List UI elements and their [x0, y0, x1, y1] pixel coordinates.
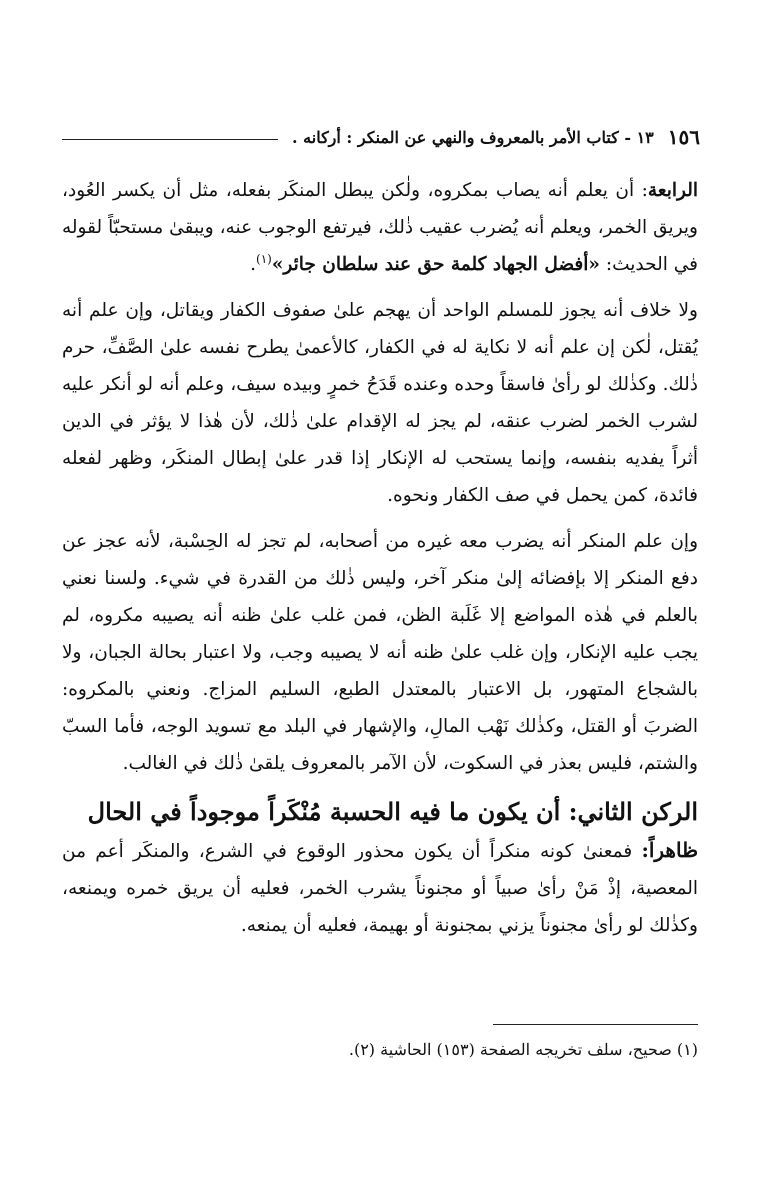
body-text: [62, 172, 698, 944]
paragraph-text: فمعنىٰ كونه منكراً أن يكون محذور الوقوع في الشرع، والمنكَر أعم من المعصية، إذْ مَنْ رأىٰ صبياً أو مجنوناً يشرب الخمر، فعليه أن يريق خمره ويمنعه، وكذٰلك لو رأىٰ مجنوناً يزني بمجنونة أو بهيمة، فعليه أن يمنعه.: [62, 841, 698, 936]
chapter-title: ١٣ - كتاب الأمر بالمعروف والنهي عن المنكر : أركانه .: [292, 127, 654, 147]
paragraph-text: : أن يعلم أنه يصاب بمكروه، ولٰكن يبطل المنكَر بفعله، مثل أن يكسر العُود، ويريق الخمر، ويعلم أنه يُضرب عقيب ذٰلك، فيرتفع الوجوب عنه، ويبقىٰ مستحبّاً لقوله في الحديث:: [62, 180, 698, 275]
paragraph-end: .: [250, 254, 257, 275]
paragraph-lead: ظاهراً:: [641, 838, 698, 862]
paragraph-second-pillar: [62, 832, 698, 944]
section-heading-second-pillar: الركن الثاني: أن يكون ما فيه الحسبة مُنْكَراً موجوداً في الحال: [87, 797, 698, 826]
footnote-rule: [493, 1024, 698, 1025]
spacer: [62, 514, 698, 523]
paragraph-lead: الرابعة: [647, 180, 698, 201]
footnote-reference: (١): [256, 251, 272, 266]
footnote: (١) صحيح، سلف تخريجه الصفحة (١٥٣) الحاشية (٢).: [348, 1040, 698, 1059]
header-rule: [62, 139, 278, 140]
paragraph-fourth-condition: [62, 172, 698, 283]
hadith-quote: «أفضل الجهاد كلمة حق عند سلطان جائر»: [271, 254, 600, 275]
running-header: [62, 120, 700, 154]
spacer: [62, 283, 698, 292]
paragraph-attack-ranks: ولا خلاف أنه يجوز للمسلم الواحد أن يهجم علىٰ صفوف الكفار ويقاتل، وإن علم أنه يُقتل، لٰكن إن علم أنه لا نكاية له في الكفار، كالأعمىٰ يطرح نفسه علىٰ الصَّفِّ، حرم ذٰلك. وكذٰلك لو رأىٰ فاسقاً وحده وعنده قَدَحُ خمرٍ وبيده سيف، وعلم أنه لو أنكر عليه لشرب الخمر لضرب عنقه، لم يجز له الإقدام علىٰ ذٰلك، لأن هٰذا لا يؤثر في الدين أثراً يفديه بنفسه، وإنما يستحب له الإنكار إذا قدر علىٰ إبطال المنكَر، وظهر لفعله فائدة، كمن يحمل في صف الكفار ونحوه.: [62, 300, 698, 506]
page-number: ١٥٦: [667, 125, 700, 149]
paragraph-others-harmed: وإن علم المنكر أنه يضرب معه غيره من أصحابه، لم تجز له الحِسْبة، لأنه عجز عن دفع المنكر إلا بإفضائه إلىٰ منكر آخر، وليس ذٰلك من القدرة في شيء. ولسنا نعني بالعلم في هٰذه المواضع إلا غَلَبة الظن، فمن غلب علىٰ ظنه أنه يصيبه مكروه، لم يجب عليه الإنكار، وإن غلب علىٰ ظنه أنه لا يصيبه وجب، ولا اعتبار بحالة الجبان، ولا بالشجاع المتهور، بل الاعتبار بالمعتدل الطبع، السليم المزاج. ونعني بالمكروه: الضربَ أو القتل، وكذٰلك نَهْب المالِ، والإشهار في البلد مع تسويد الوجه، فأما السبّ والشتم، فليس بعذر في السكوت، لأن الآمر بالمعروف يلقىٰ ذٰلك في الغالب.: [62, 531, 698, 774]
spacer: [62, 782, 698, 792]
